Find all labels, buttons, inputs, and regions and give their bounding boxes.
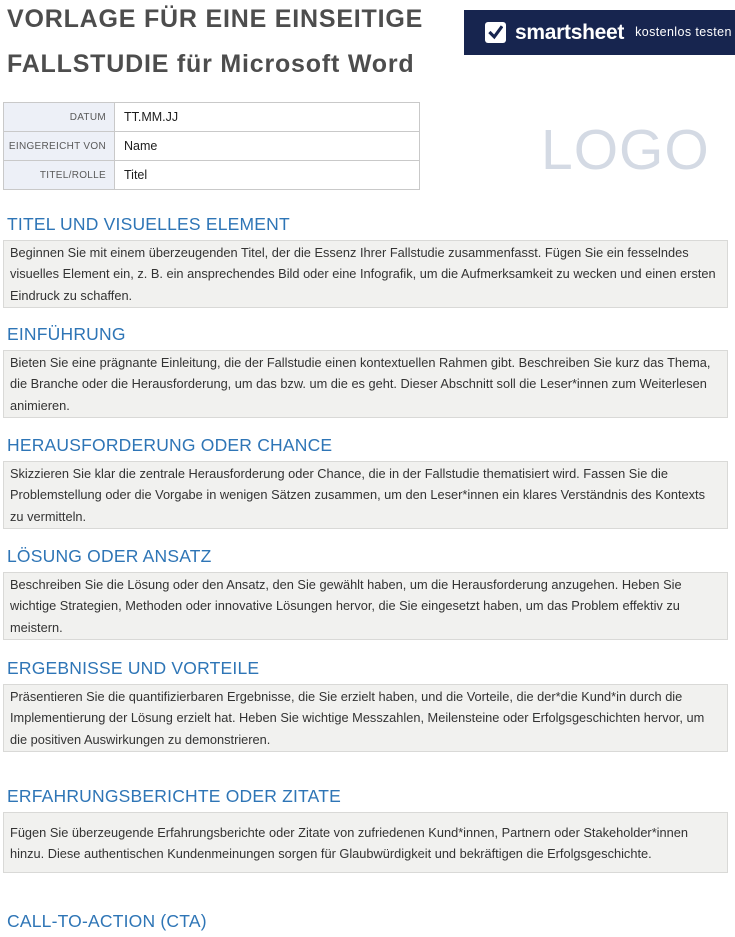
section-heading: ERGEBNISSE UND VORTEILE bbox=[7, 658, 260, 678]
page-title bbox=[7, 0, 423, 87]
smartsheet-banner[interactable] bbox=[464, 10, 735, 55]
banner-cta-text[interactable]: kostenlos testen bbox=[635, 25, 732, 40]
date-field[interactable]: TT.MM.JJ bbox=[124, 110, 179, 124]
info-table bbox=[3, 102, 420, 190]
smartsheet-wordmark: smartsheet bbox=[515, 21, 625, 44]
section-introduction bbox=[3, 323, 728, 418]
section-challenge bbox=[3, 434, 728, 529]
title-role-label: TITEL/ROLLE bbox=[4, 161, 115, 189]
table-row bbox=[4, 160, 419, 189]
section-body[interactable]: Bieten Sie eine prägnante Einleitung, die der Fallstudie einen kontextuellen Rahmen gibt. Beschreiben Sie kurz das Thema, die Branche oder die Herausforderung, um das bzw. um die es geht. Dieser Abschnitt soll die Leser*innen zum Weiterlesen animieren. bbox=[3, 350, 728, 418]
section-heading: TITEL UND VISUELLES ELEMENT bbox=[7, 214, 290, 234]
section-heading: ERFAHRUNGSBERICHTE ODER ZITATE bbox=[7, 786, 341, 806]
submitted-by-field[interactable]: Name bbox=[124, 139, 158, 153]
section-heading: EINFÜHRUNG bbox=[7, 324, 126, 344]
title-role-field[interactable]: Titel bbox=[124, 168, 148, 182]
section-title-visual bbox=[3, 213, 728, 308]
submitted-by-label: EINGEREICHT VON bbox=[4, 132, 115, 160]
section-cta bbox=[3, 910, 728, 932]
logo-placeholder: LOGO bbox=[541, 118, 710, 182]
section-body[interactable]: Präsentieren Sie die quantifizierbaren Ergebnisse, die Sie erzielt haben, und die Vorteile, die der*die Kund*in durch die Implementierung der Lösung erzielt hat. Heben Sie wichtige Messzahlen, Meilensteine oder Erfolgsgeschichten hervor, um die positiven Auswirkungen zu demonstrieren. bbox=[3, 684, 728, 752]
smartsheet-checkbox-icon bbox=[485, 22, 506, 43]
page-title-line1: VORLAGE FÜR EINE EINSEITIGE bbox=[7, 5, 424, 33]
section-solution bbox=[3, 545, 728, 640]
section-body[interactable]: Beginnen Sie mit einem überzeugenden Titel, der die Essenz Ihrer Fallstudie zusammenfasst. Fügen Sie ein fesselndes visuelles Element ein, z. B. ein ansprechendes Bild oder eine Infografik, um die Aufmerksamkeit zu wecken und einen ersten Eindruck zu schaffen. bbox=[3, 240, 728, 308]
section-body[interactable]: Fügen Sie überzeugende Erfahrungsberichte oder Zitate von zufriedenen Kund*innen, Partnern oder Stakeholder*innen hinzu. Diese authentischen Kundenmeinungen sorgen für Glaubwürdigkeit und bekräftigen die Erfolgsgeschichte. bbox=[3, 812, 728, 873]
section-testimonials bbox=[3, 785, 728, 873]
table-row bbox=[4, 131, 419, 160]
section-heading: CALL-TO-ACTION (CTA) bbox=[7, 911, 207, 931]
section-heading: LÖSUNG ODER ANSATZ bbox=[7, 546, 212, 566]
date-label: DATUM bbox=[4, 103, 115, 131]
section-heading: HERAUSFORDERUNG ODER CHANCE bbox=[7, 435, 333, 455]
section-body[interactable]: Skizzieren Sie klar die zentrale Herausforderung oder Chance, die in der Fallstudie thematisiert wird. Fassen Sie die Problemstellung oder die Vorgabe in wenigen Sätzen zusammen, um den Leser*innen ein klares Verständnis des Kontexts zu vermitteln. bbox=[3, 461, 728, 529]
section-results bbox=[3, 657, 728, 752]
table-row bbox=[4, 103, 419, 131]
page-title-line2: FALLSTUDIE für Microsoft Word bbox=[7, 50, 415, 78]
section-body[interactable]: Beschreiben Sie die Lösung oder den Ansatz, den Sie gewählt haben, um die Herausforderung anzugehen. Heben Sie wichtige Strategien, Methoden oder innovative Lösungen hervor, die Sie eingesetzt haben, um das Problem effektiv zu meistern. bbox=[3, 572, 728, 640]
